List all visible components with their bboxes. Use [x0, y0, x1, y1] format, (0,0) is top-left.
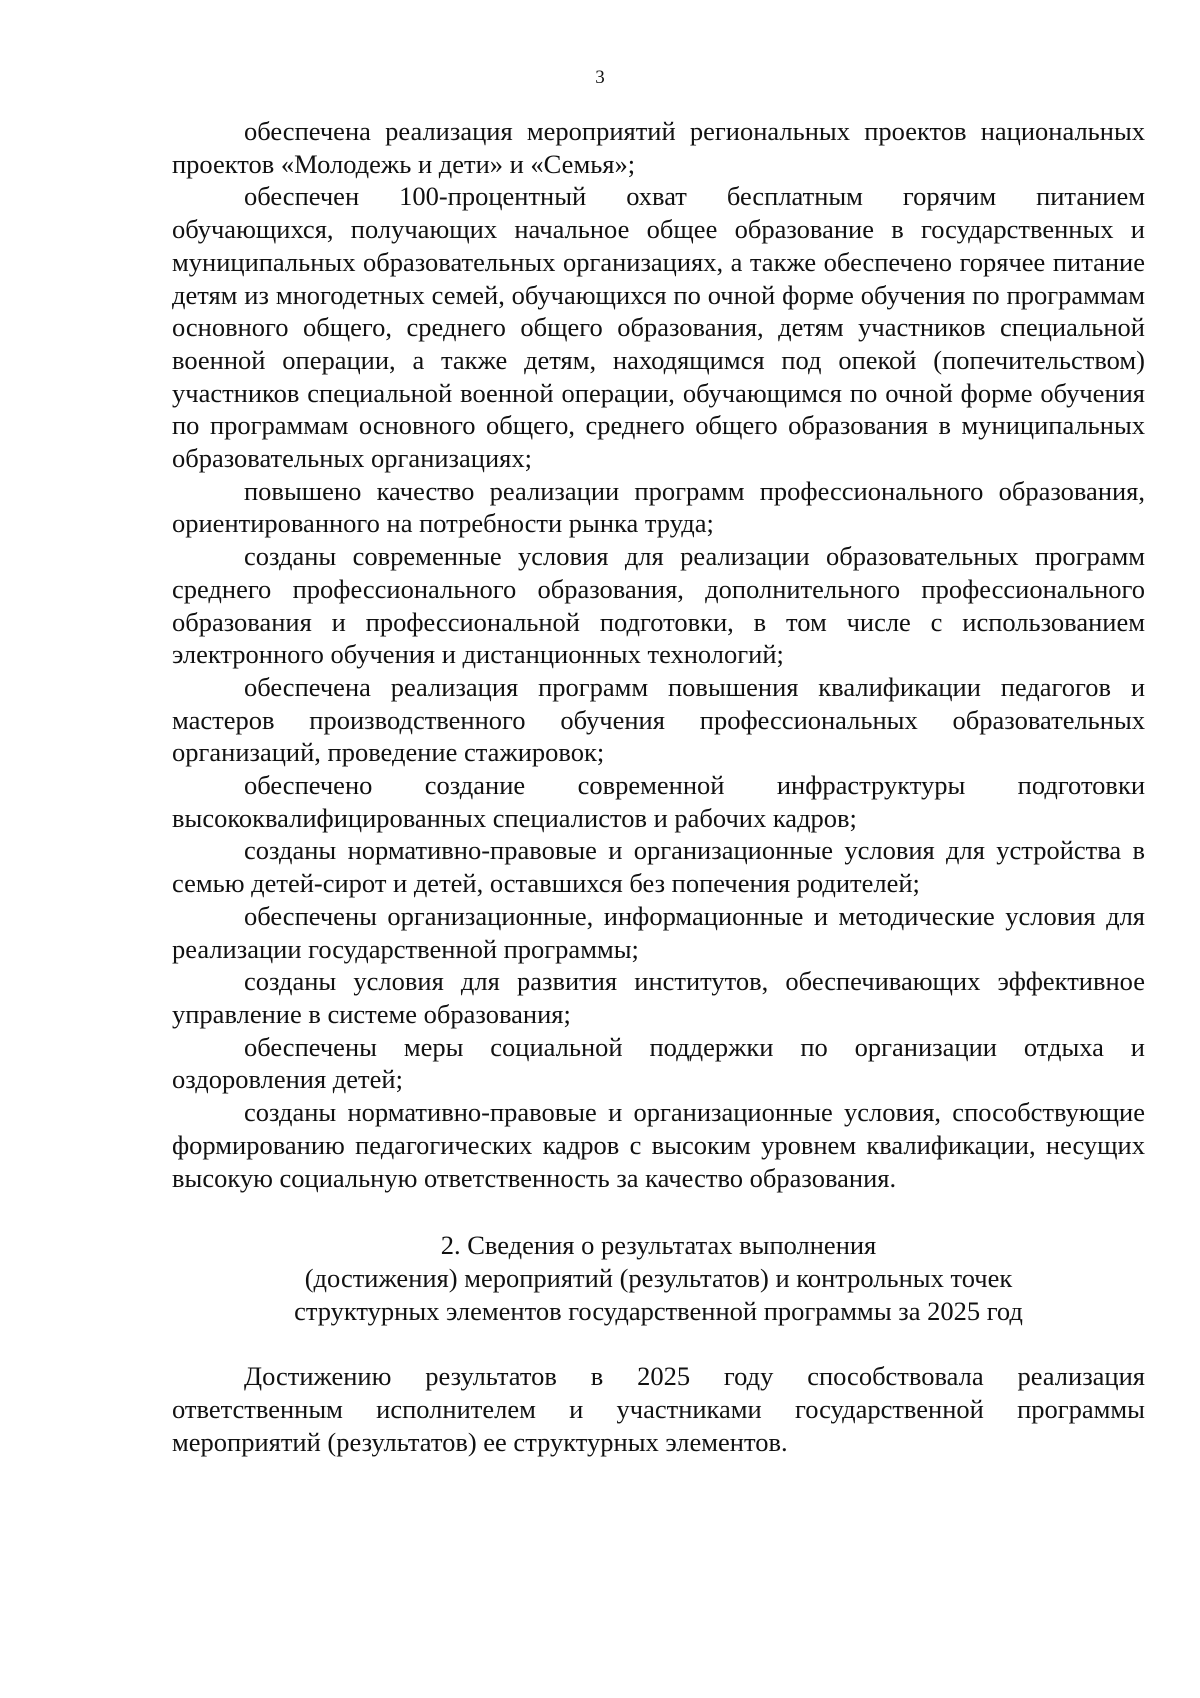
paragraph-teacher-qualification: обеспечена реализация программ повышения квалификации педагогов и мастеров производственного обучения профессиональных образовательных организаций, проведение стажировок; — [172, 671, 1145, 768]
paragraph-hot-meals: обеспечен 100-процентный охват бесплатным горячим питанием обучающихся, получающих начальное общее образование в государственных и муниципальных образовательных организациях, а также обеспечено горячее питание детям из многодетных семей, обучающихся по очной форме обучения по программам основного общего, среднего общего образования, детям участников специальной военной операции, а также детям, находящимся под опекой (попечительством) участников специальной военной операции, обучающимся по очной форме обучения по программам основного общего, среднего общего образования в муниципальных образовательных организациях; — [172, 181, 1145, 474]
paragraph-children-recreation: обеспечены меры социальной поддержки по организации отдыха и оздоровления детей; — [172, 1031, 1145, 1095]
paragraph-orphans-placement: созданы нормативно-правовые и организационные условия для устройства в семью детей-сирот и детей, оставшихся без попечения родителей; — [172, 835, 1145, 899]
paragraph-modern-conditions: созданы современные условия для реализации образовательных программ среднего профессионального образования, дополнительного профессионального образования и профессиональной подготовки, в том числе с использованием электронного обучения и дистанционных технологий; — [172, 541, 1145, 670]
page-number: 3 — [595, 67, 605, 88]
paragraph-regional-projects: обеспечена реализация мероприятий региональных проектов национальных проектов «Молодежь и дети» и «Семья»; — [172, 116, 1145, 179]
paragraph-methodical-conditions: обеспечены организационные, информационные и методические условия для реализации государственной программы; — [172, 900, 1145, 964]
paragraph-pedagogical-staff: созданы нормативно-правовые и организационные условия, способствующие формированию педагогических кадров с высоким уровнем квалификации, несущих высокую социальную ответственность за качество образования. — [172, 1097, 1145, 1193]
paragraph-infrastructure: обеспечено создание современной инфраструктуры подготовки высококвалифицированных специалистов и рабочих кадров; — [172, 770, 1145, 833]
section-heading-line-3: структурных элементов государственной программы за 2025 год — [294, 1295, 1023, 1326]
paragraph-results-achievement: Достижению результатов в 2025 году способствовала реализация ответственным исполнителем и участниками государственной программы мероприятий (результатов) ее структурных элементов. — [172, 1361, 1145, 1457]
document-body — [172, 115, 1145, 1458]
paragraph-institutions-development: созданы условия для развития институтов, обеспечивающих эффективное управление в системе образования; — [172, 966, 1145, 1029]
section-heading-line-1: 2. Сведения о результатах выполнения — [440, 1230, 877, 1261]
section-heading-line-2: (достижения) мероприятий (результатов) и контрольных точек — [304, 1262, 1013, 1293]
paragraph-professional-education-quality: повышено качество реализации программ профессионального образования, ориентированного на потребности рынка труда; — [172, 475, 1145, 539]
section-heading — [172, 1229, 1145, 1327]
